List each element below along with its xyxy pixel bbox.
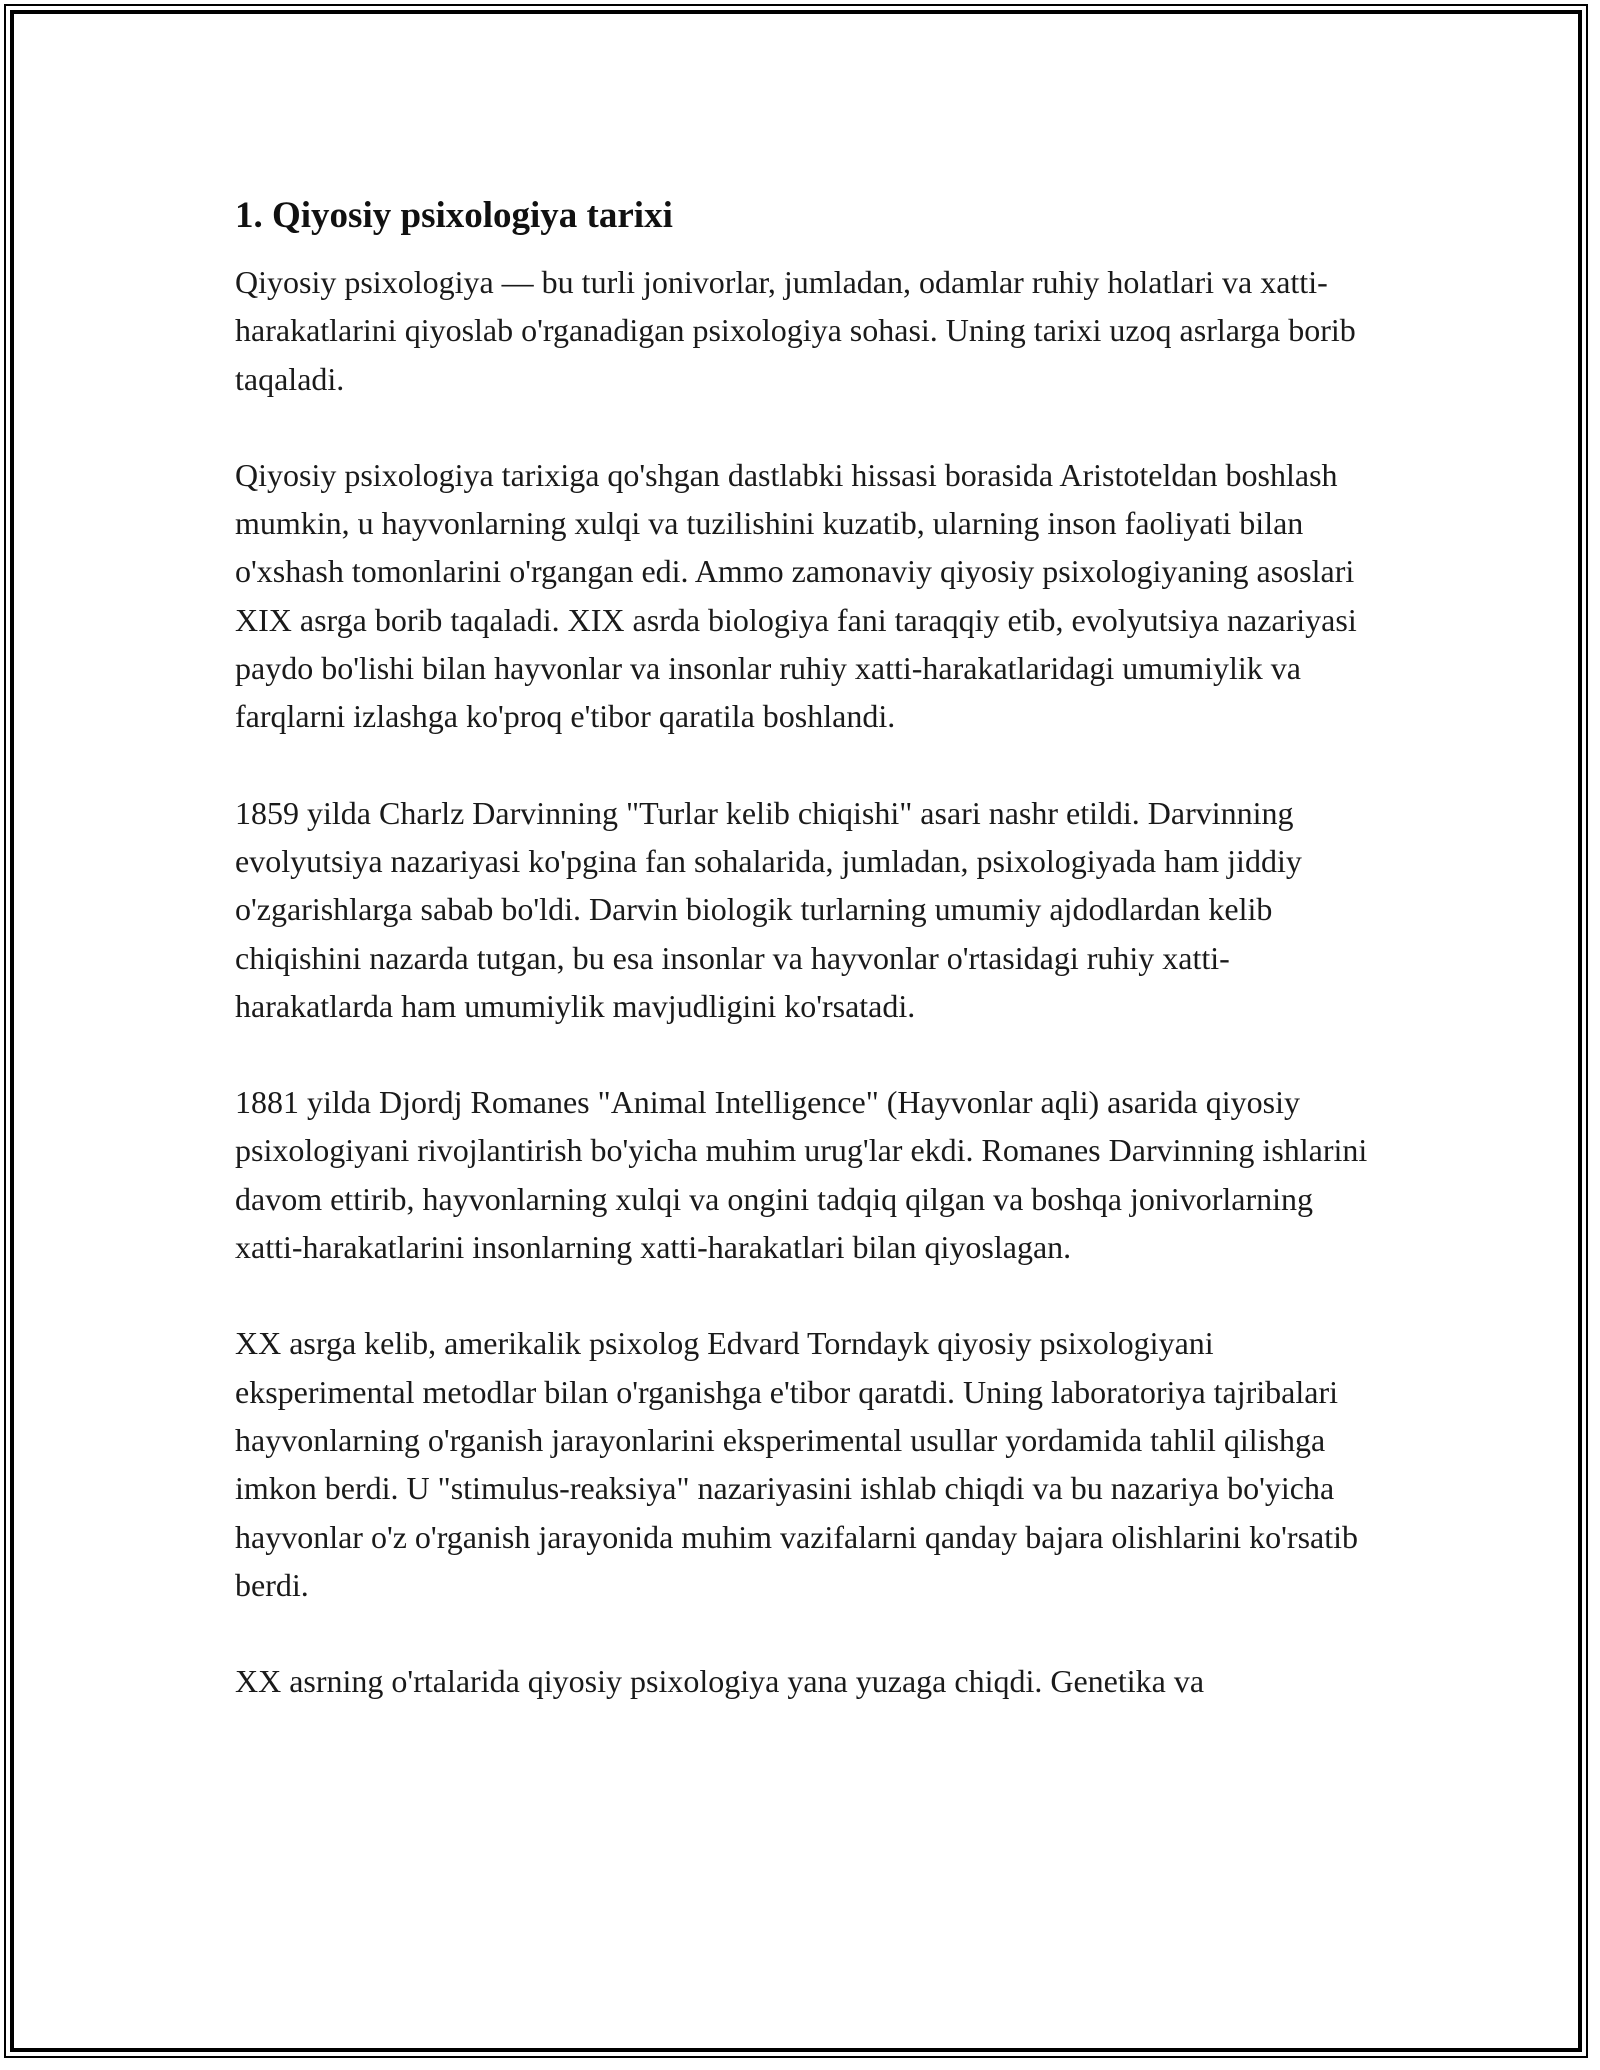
paragraph-2: Qiyosiy psixologiya tarixiga qo'shgan dastlabki hissasi borasida Aristoteldan boshlash mumkin, u hayvonlarning xulqi va tuzilishini kuzatib, ularning inson faoliyati bilan o'xshash tomonlarini o'rgangan edi. Ammo zamonaviy qiyosiy psixologiyaning asoslari XIX asrga borib taqaladi. XIX asrda biologiya fani taraqqiy etib, evolyutsiya nazariyasi paydo bo'lishi bilan hayvonlar va insonlar ruhiy xatti-harakatlaridagi umumiylik va farqlarni izlashga ko'proq e'tibor qaratila boshlandi. [235,456,1357,735]
paragraph-1: Qiyosiy psixologiya — bu turli jonivorlar, jumladan, odamlar ruhiy holatlari va xatti-harakatlarini qiyoslab o'rganadigan psixologiya sohasi. Uning tarixi uzoq asrlarga borib taqaladi. [235,264,1356,397]
section-heading: 1. Qiyosiy psixologiya tarixi [235,195,673,236]
paragraph-6: XX asrning o'rtalarida qiyosiy psixologiya yana yuzaga chiqdi. Genetika va [235,1663,1205,1700]
paragraph-4: 1881 yilda Djordj Romanes "Animal Intelligence" (Hayvonlar aqli) asarida qiyosiy psixologiyani rivojlantirish bo'yicha muhim urug'lar ekdi. Romanes Darvinning ishlarini davom ettirib, hayvonlarning xulqi va ongini tadqiq qilgan va boshqa jonivorlarning xatti-harakatlarini insonlarning xatti-harakatlari bilan qiyoslagan. [235,1084,1368,1266]
paragraph-3: 1859 yilda Charlz Darvinning "Turlar kelib chiqishi" asari nashr etildi. Darvinning evolyutsiya nazariyasi ko'pgina fan sohalarida, jumladan, psixologiyada ham jiddiy o'zgarishlarga sabab bo'ldi. Darvin biologik turlarning umumiy ajdodlardan kelib chiqishini nazarda tutgan, bu esa insonlar va hayvonlar o'rtasidagi ruhiy xatti-harakatlarda ham umumiylik mavjudligini ko'rsatadi. [235,794,1302,1024]
document-body [235,190,1385,1753]
paragraph-5: XX asrga kelib, amerikalik psixolog Edvard Torndayk qiyosiy psixologiyani eksperimental metodlar bilan o'rganishga e'tibor qaratdi. Uning laboratoriya tajribalari hayvonlarning o'rganish jarayonlarini eksperimental usullar yordamida tahlil qilishga imkon berdi. U "stimulus-reaksiya" nazariyasini ishlab chiqdi va bu nazariya bo'yicha hayvonlar o'z o'rganish jarayonida muhim vazifalarni qanday bajara olishlarini ko'rsatib berdi. [235,1325,1359,1603]
